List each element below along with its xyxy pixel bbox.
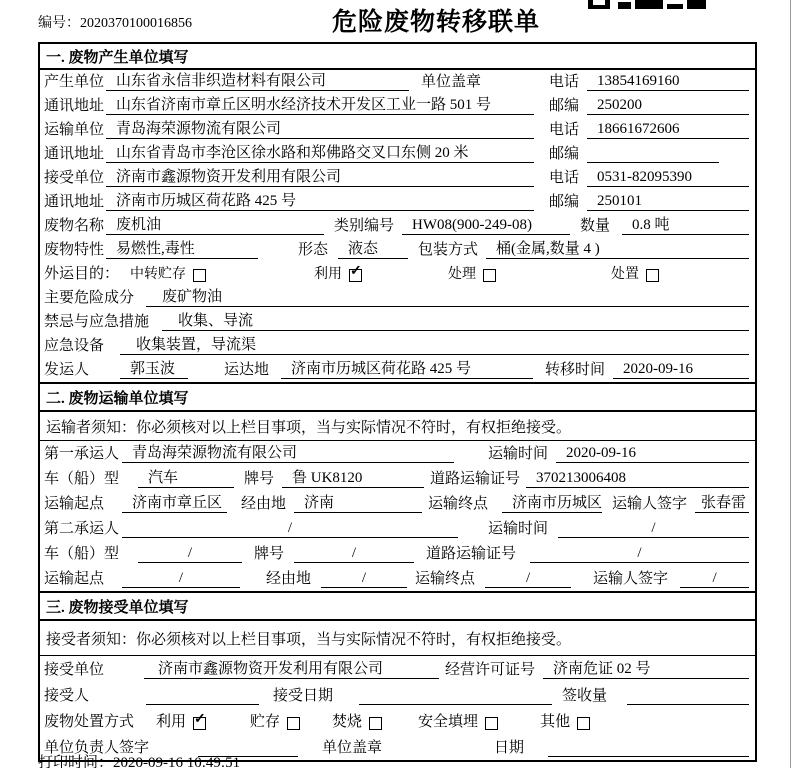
road-permit2-field: / bbox=[530, 545, 749, 563]
accept-unit-row bbox=[40, 656, 755, 682]
second-carrier-field: / bbox=[122, 520, 458, 538]
accept-person-label: 接受人 bbox=[44, 688, 90, 704]
waste-qty-label: 数量 bbox=[580, 218, 611, 234]
receiver-address-field: 济南市历城区荷花路 425 号 bbox=[106, 189, 534, 211]
producer-address-row bbox=[40, 94, 755, 118]
option-label: 中转贮存 bbox=[130, 267, 186, 282]
accept-person-field bbox=[146, 704, 259, 705]
checkbox-icon bbox=[287, 717, 300, 730]
vehicle-type-field: 汽车 bbox=[138, 466, 234, 488]
waste-pack-label: 包装方式 bbox=[418, 242, 479, 258]
checkbox-icon bbox=[646, 269, 659, 282]
option-label: 焚烧 bbox=[332, 714, 363, 730]
destination-field: 济南市历城区荷花路 425 号 bbox=[281, 357, 533, 379]
option-label: 处置 bbox=[611, 267, 639, 282]
waste-category-field: HW08(900-249-08) bbox=[402, 217, 570, 235]
document-number-label: 编号： bbox=[38, 16, 80, 31]
checkbox-icon bbox=[485, 717, 498, 730]
road-permit2-label: 道路运输证号 bbox=[426, 546, 517, 562]
checkbox-icon bbox=[349, 269, 362, 282]
plate2-field: / bbox=[294, 545, 414, 563]
qr-code-fragment bbox=[588, 0, 710, 9]
dispatch-row bbox=[40, 358, 755, 382]
second-route-row bbox=[40, 566, 755, 591]
first-carrier-label: 第一承运人 bbox=[44, 446, 120, 462]
dispatcher-field: 郭玉波 bbox=[120, 357, 188, 379]
first-vehicle-row bbox=[40, 466, 755, 491]
received-qty-field bbox=[627, 704, 749, 705]
waste-name-label: 废物名称 bbox=[44, 218, 105, 234]
producer-field: 山东省永信非织造材料有限公司 bbox=[106, 69, 409, 91]
vehicle-type-label: 车（船）型 bbox=[44, 471, 120, 487]
transporter-zip-label: 邮编 bbox=[548, 146, 579, 162]
transporter-sign2-field: / bbox=[680, 570, 749, 588]
receiver-address-row bbox=[40, 190, 755, 214]
first-carrier-field: 青岛海荣源物流有限公司 bbox=[122, 441, 454, 463]
scan-edge-line bbox=[790, 0, 791, 768]
transporter-sign2-label: 运输人签字 bbox=[593, 571, 669, 587]
receiver-row bbox=[40, 166, 755, 190]
purpose-option-use bbox=[314, 263, 362, 283]
plate-label: 牌号 bbox=[244, 471, 275, 487]
checkbox-icon bbox=[193, 717, 206, 730]
option-label: 贮存 bbox=[250, 714, 281, 730]
route-via2-label: 经由地 bbox=[266, 571, 312, 587]
disposal-option-other bbox=[540, 710, 590, 731]
waste-name-field: 废机油 bbox=[106, 213, 324, 235]
producer-phone-label: 电话 bbox=[548, 74, 579, 90]
route-start2-field: / bbox=[122, 570, 240, 588]
accept-unit-field: 济南市鑫源物资开发利用有限公司 bbox=[144, 657, 439, 679]
transport-time2-label: 运输时间 bbox=[488, 521, 549, 537]
transporter-address-label: 通讯地址 bbox=[44, 146, 105, 162]
transporter-field: 青岛海荣源物流有限公司 bbox=[106, 117, 534, 139]
sign-date-label: 日期 bbox=[494, 740, 525, 756]
waste-property-field: 易燃性,毒性 bbox=[106, 237, 258, 259]
transporter-phone-field: 18661672606 bbox=[587, 121, 749, 139]
print-time bbox=[38, 751, 240, 768]
accept-person-row bbox=[40, 682, 755, 708]
page-title: 危险废物转移联单 bbox=[332, 9, 541, 36]
producer-address-label: 通讯地址 bbox=[44, 98, 105, 114]
transporter-sign-field: 张春雷 bbox=[695, 491, 749, 513]
accept-date-field bbox=[359, 704, 552, 705]
transfer-time-label: 转移时间 bbox=[545, 362, 606, 378]
producer-zip-label: 邮编 bbox=[548, 98, 579, 114]
transporter-notice: 运输者须知：你必须核对以上栏目事项，当与实际情况不符时，有权拒绝接受。 bbox=[40, 412, 755, 441]
disposal-method-label: 废物处置方式 bbox=[44, 714, 135, 730]
receiver-zip-field: 250101 bbox=[587, 193, 749, 211]
transporter-zip-field bbox=[587, 162, 719, 163]
print-time-label: 打印时间： bbox=[38, 755, 114, 768]
disposal-method-row bbox=[40, 708, 755, 734]
plate-field: 鲁 UK8120 bbox=[282, 466, 424, 488]
waste-property-label: 废物特性 bbox=[44, 242, 105, 258]
waste-property-row bbox=[40, 238, 755, 262]
vehicle-type2-label: 车（船）型 bbox=[44, 546, 120, 562]
receiver-field: 济南市鑫源物资开发利用有限公司 bbox=[106, 165, 534, 187]
waste-form-label: 形态 bbox=[298, 242, 329, 258]
road-permit-field: 370213006408 bbox=[526, 470, 749, 488]
sign-date-field bbox=[548, 756, 749, 757]
destination-label: 运达地 bbox=[224, 362, 270, 378]
disposal-option-store bbox=[250, 710, 300, 731]
checkbox-icon bbox=[369, 717, 382, 730]
transport-time-field: 2020-09-16 bbox=[556, 445, 749, 463]
waste-pack-field: 桶(金属,数量 4 ) bbox=[486, 237, 749, 259]
hazard-component-row bbox=[40, 286, 755, 310]
transporter-sign-label: 运输人签字 bbox=[612, 496, 688, 512]
transporter-row bbox=[40, 118, 755, 142]
transporter-address-field: 山东省青岛市李沧区徐水路和郑佛路交叉口东侧 20 米 bbox=[106, 141, 534, 163]
unit-seal-label: 单位盖章 bbox=[322, 740, 383, 756]
producer-zip-field: 250200 bbox=[587, 97, 749, 115]
emergency-equipment-row bbox=[40, 334, 755, 358]
hazard-component-label: 主要危险成分 bbox=[44, 290, 135, 306]
transfer-time-field: 2020-09-16 bbox=[613, 361, 749, 379]
document-number bbox=[38, 12, 192, 32]
license-field: 济南危证 02 号 bbox=[543, 657, 749, 679]
checkbox-icon bbox=[577, 717, 590, 730]
route-start-field: 济南市章丘区 bbox=[122, 491, 227, 513]
receiver-notice: 接受者须知：你必须核对以上栏目事项，当与实际情况不符时，有权拒绝接受。 bbox=[40, 621, 755, 656]
disposal-option-landfill bbox=[418, 710, 498, 731]
waste-category-label: 类别编号 bbox=[334, 218, 395, 234]
receiver-phone-field: 0531-82095390 bbox=[587, 169, 749, 187]
waste-qty-field: 0.8 吨 bbox=[622, 213, 749, 235]
dispatcher-label: 发运人 bbox=[44, 362, 90, 378]
route-start-label: 运输起点 bbox=[44, 496, 105, 512]
transport-time-label: 运输时间 bbox=[488, 446, 549, 462]
section2-header: 二. 废物运输单位填写 bbox=[40, 382, 755, 412]
purpose-option-transfer-storage bbox=[130, 263, 206, 283]
section3-header: 三. 废物接受单位填写 bbox=[40, 591, 755, 621]
contraindication-row bbox=[40, 310, 755, 334]
first-carrier-row bbox=[40, 441, 755, 466]
route-end2-label: 运输终点 bbox=[415, 571, 476, 587]
license-label: 经营许可证号 bbox=[445, 662, 536, 678]
transport-time2-field: / bbox=[558, 520, 749, 538]
hazard-component-field: 废矿物油 bbox=[146, 285, 749, 307]
plate2-label: 牌号 bbox=[254, 546, 285, 562]
transfer-purpose-row bbox=[40, 262, 755, 286]
receiver-label: 接受单位 bbox=[44, 170, 105, 186]
accept-unit-label: 接受单位 bbox=[44, 662, 105, 678]
option-label: 处理 bbox=[448, 267, 476, 282]
purpose-option-dispose bbox=[611, 263, 659, 283]
emergency-equipment-label: 应急设备 bbox=[44, 338, 105, 354]
disposal-option-incinerate bbox=[332, 710, 382, 731]
option-label: 利用 bbox=[156, 714, 187, 730]
route-start2-label: 运输起点 bbox=[44, 571, 105, 587]
waste-form-field: 液态 bbox=[338, 237, 408, 259]
checkbox-icon bbox=[193, 269, 206, 282]
disposal-option-use bbox=[156, 710, 206, 731]
road-permit-label: 道路运输证号 bbox=[430, 471, 521, 487]
route-via-field: 济南 bbox=[294, 491, 422, 513]
second-carrier-label: 第二承运人 bbox=[44, 521, 120, 537]
receiver-phone-label: 电话 bbox=[548, 170, 579, 186]
received-qty-label: 签收量 bbox=[562, 688, 608, 704]
purpose-option-treat bbox=[448, 263, 496, 283]
route-end2-field: / bbox=[485, 570, 571, 588]
checkbox-icon bbox=[483, 269, 496, 282]
producer-seal-label: 单位盖章 bbox=[421, 74, 482, 90]
transporter-label: 运输单位 bbox=[44, 122, 105, 138]
option-label: 利用 bbox=[314, 267, 342, 282]
route-via-label: 经由地 bbox=[241, 496, 287, 512]
producer-row bbox=[40, 70, 755, 94]
contraindication-field: 收集、导流 bbox=[162, 309, 749, 331]
print-time-value: 2020-09-16 10:49:51 bbox=[113, 755, 241, 768]
vehicle-type2-field: / bbox=[138, 545, 242, 563]
transporter-phone-label: 电话 bbox=[548, 122, 579, 138]
document-number-value: 2020370100016856 bbox=[80, 16, 192, 31]
producer-phone-field: 13854169160 bbox=[587, 73, 749, 91]
accept-date-label: 接受日期 bbox=[273, 688, 334, 704]
manifest-form-table bbox=[38, 42, 757, 762]
route-end-field: 济南市历城区 bbox=[502, 491, 602, 513]
transporter-address-row bbox=[40, 142, 755, 166]
transfer-purpose-label: 外运目的： bbox=[44, 266, 120, 282]
second-carrier-row bbox=[40, 516, 755, 541]
receiver-zip-label: 邮编 bbox=[548, 194, 579, 210]
route-via2-field: / bbox=[321, 570, 407, 588]
route-end-label: 运输终点 bbox=[428, 496, 489, 512]
contraindication-label: 禁忌与应急措施 bbox=[44, 314, 150, 330]
responsible-sign-label: 单位负责人签字 bbox=[44, 740, 150, 756]
waste-name-row bbox=[40, 214, 755, 238]
receiver-address-label: 通讯地址 bbox=[44, 194, 105, 210]
emergency-equipment-field: 收集装置，导流渠 bbox=[120, 333, 749, 355]
section1-header: 一. 废物产生单位填写 bbox=[40, 44, 755, 70]
option-label: 安全填埋 bbox=[418, 714, 479, 730]
producer-address-field: 山东省济南市章丘区明水经济技术开发区工业一路 501 号 bbox=[106, 93, 534, 115]
second-vehicle-row bbox=[40, 541, 755, 566]
option-label: 其他 bbox=[540, 714, 571, 730]
producer-label: 产生单位 bbox=[44, 74, 105, 90]
first-route-row bbox=[40, 491, 755, 516]
